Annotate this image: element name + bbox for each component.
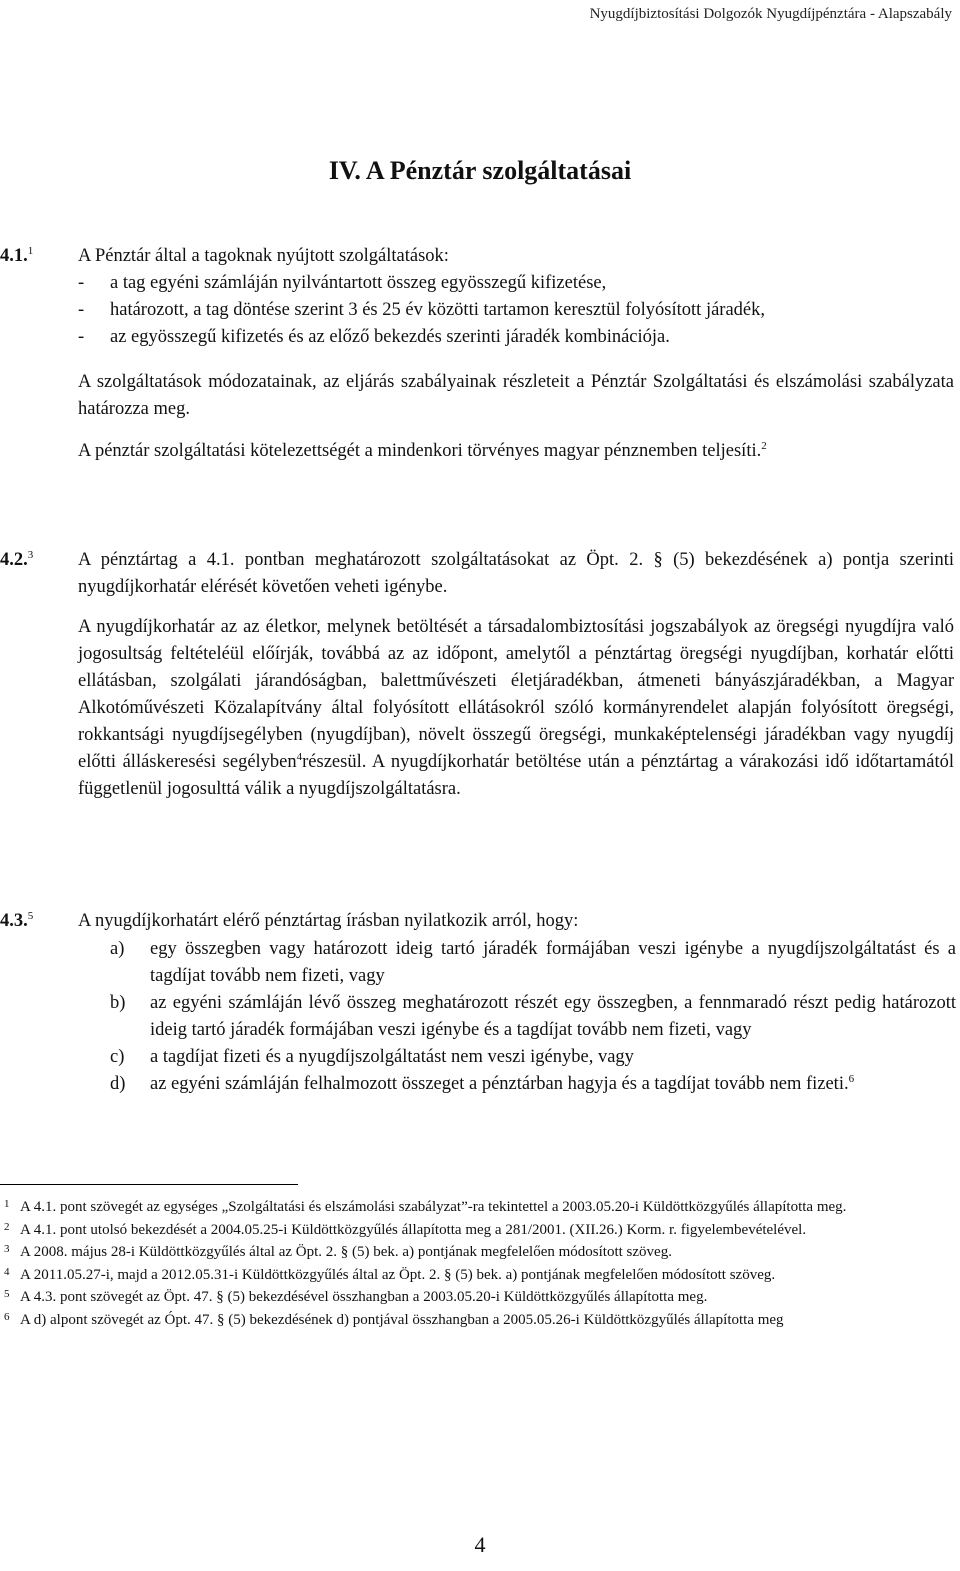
section-4-1-paragraph-2: A pénztár szolgáltatási kötelezettségét a mindenkori törvényes magyar pénznemben teljesíti.$^2$ (78, 439, 767, 461)
footnote-3: 3 A 2008. május 28-i Küldöttközgyűlés által az Öpt. 2. § (5) bek. a) pontjának megfelelően módosított szöveg. (4, 1243, 672, 1260)
footnote-ref-5[interactable]: 5 (27, 909, 34, 922)
footnote-4: 4 A 2011.05.27-i, majd a 2012.05.31-i Küldöttközgyűlés által az Öpt. 2. § (5) bek. a) pontjának megfelelően módosított szöveg. (4, 1265, 776, 1283)
footnote-2: 2 A 4.1. pont utolsó bekezdését a 2004.05.25-i Küldöttközgyűlés állapította meg a 281/2001. (XII.26.) Korm. r. figyelembevételével. (4, 1220, 807, 1238)
section-4-2-paragraph-2: A nyugdíjkorhatár az az életkor, melynek betöltését a társadalombiztosítási jogszabályok az öregségi nyugdíjra való jogosultság feltételéül előírják, továbbá az az időpont, amelytől a pénztártag öregségi nyugdíjban, korhatár előtti ellátásban, szolgálati járandóságban, balettművészeti életjáradékban, átmeneti bányászjáradékban, a Magyar Alkotóművészeti Közalapítvány által folyósított ellátásokról szóló kormányrendelet alapján folyósított öregségi, rokkantsági nyugdíjsegélyben (nyugdíjban), növelt összegű öregségi, munkaképtelenségi járadékban vagy nyugdíj előtti álláskeresési segélyben$^4$részesül. A nyugdíjkorhatár betöltése után a pénztártag a várakozási idő időtartamától függetlenül jogosulttá válik a nyugdíjszolgáltatásra. (78, 617, 955, 799)
section-4-1-paragraph-1: A szolgáltatások módozatainak, az eljárás szabályainak részleteit a Pénztár Szolgáltatási és elszámolási szabályzata határozza meg. (78, 372, 954, 419)
section-4-1-list (78, 243, 954, 351)
section-number-4-1: 4.1.$^1$ (0, 244, 34, 266)
footnote-1: 1 A 4.1. pont szövegét az egységes „Szolgáltatási és elszámolási szabályzat”-ra tekintettel a 2003.05.20-i Küldöttközgyűlés állapította meg. (4, 1198, 847, 1215)
chapter-title: IV. A Pénztár szolgáltatásai (328, 156, 632, 185)
list-item-d: d) az egyéni számláján felhalmozott összeget a pénztárban hagyja és a tagdíjat tovább nem fizeti.$^6$ (110, 1072, 855, 1094)
section-4-3-list (110, 936, 956, 1098)
running-header: Nyugdíjbiztosítási Dolgozók Nyugdíjpénztára - Alapszabály (589, 6, 952, 22)
footnote-6: 6 A d) alpont szövegét az Ópt. 47. § (5) bekezdésének d) pontjával összhangban a 2005.05.26-i Küldöttközgyűlés állapította meg (4, 1310, 784, 1328)
section-4-1-intro: A Pénztár által a tagoknak nyújtott szolgáltatások: (78, 246, 449, 266)
list-item: - határozott, a tag döntése szerint 3 és 25 év közötti tartamon keresztül folyósított járadék, (78, 300, 765, 320)
footnote-ref-3[interactable]: 3 (27, 548, 34, 561)
footnote-ref-6[interactable]: 6 (848, 1072, 855, 1085)
section-number-4-2: 4.2.$^3$ (0, 548, 34, 570)
footnote-ref-4[interactable]: 4 (296, 750, 303, 763)
footnote-ref-1[interactable]: 1 (27, 244, 34, 257)
list-item: - a tag egyéni számláján nyilvántartott összeg egyösszegű kifizetése, (78, 273, 607, 293)
section-4-3-intro: A nyugdíjkorhatárt elérő pénztártag írásban nyilatkozik arról, hogy: (78, 911, 579, 931)
list-item-c: c) a tagdíjat fizeti és a nyugdíjszolgáltatást nem veszi igénybe, vagy (110, 1047, 634, 1067)
section-4-2-paragraph-1: A pénztártag a 4.1. pontban meghatározott szolgáltatásokat az Öpt. 2. § (5) bekezdésének a) pontja szerinti nyugdíjkorhatár elérését követően veheti igénybe. (78, 550, 954, 597)
list-item-b: b) az egyéni számláján lévő összeg meghatározott részét egy összegben, a fennmaradó részt pedig határozott ideig tartó járadék formájában veszi igénybe és a tagdíjat tovább nem fizeti, vagy (110, 993, 956, 1040)
section-number-4-3: 4.3.$^5$ (0, 909, 34, 931)
footnote-separator (0, 1184, 298, 1185)
page-number: 4 (474, 1532, 486, 1557)
footnotes (0, 1196, 952, 1331)
footnote-ref-2[interactable]: 2 (761, 439, 767, 452)
list-item-a: a) egy összegben vagy határozott ideig tartó járadék formájában veszi igénybe a nyugdíjszolgáltatást és a tagdíjat tovább nem fizeti, vagy (110, 939, 956, 986)
footnote-5: 5 A 4.3. pont szövegét az Öpt. 47. § (5) bekezdésével összhangban a 2003.05.20-i Küldöttközgyűlés állapította meg. (4, 1288, 708, 1305)
list-item: - az egyösszegű kifizetés és az előző bekezdés szerinti járadék kombinációja. (78, 327, 670, 347)
